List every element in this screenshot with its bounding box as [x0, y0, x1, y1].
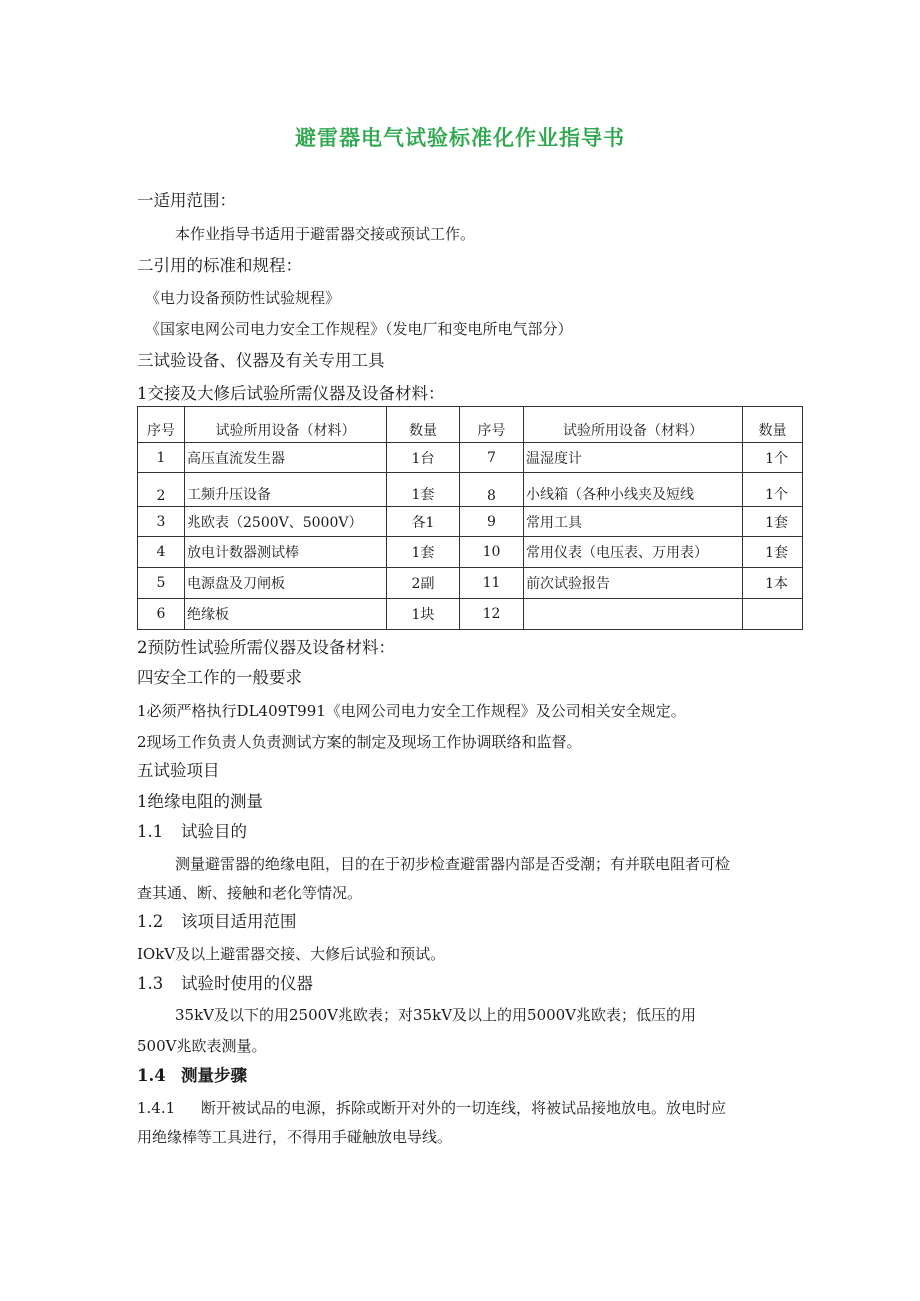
- section-2-heading: 二引用的标准和规程：: [137, 256, 302, 275]
- safety-item-2: 2现场工作负责人负责测试方案的制定及现场工作协调联络和监督。: [137, 733, 582, 751]
- cell-equipment: 高压直流发生器: [185, 443, 387, 473]
- cell-equipment: 常用工具: [524, 507, 743, 537]
- section-1-body: 本作业指导书适用于避雷器交接或预试工作。: [175, 225, 476, 243]
- cell-quantity: 2副: [387, 568, 460, 599]
- section-3-heading: 三试验设备、仪器及有关专用工具: [137, 351, 385, 370]
- cell-equipment: 绝缘板: [185, 599, 387, 630]
- cell-equipment: [524, 599, 743, 630]
- header-index-left: 序号: [138, 407, 185, 443]
- cell-index: 7: [460, 443, 524, 473]
- instrument-line-2: 500V兆欧表测量。: [137, 1037, 267, 1055]
- subsection-title: 试验时使用的仪器: [181, 974, 313, 993]
- section-5-heading: 五试验项目: [137, 761, 220, 780]
- safety-item-1: 1必须严格执行DL409T991《电网公司电力安全工作规程》及公司相关安全规定。: [137, 702, 686, 720]
- cell-index: 12: [460, 599, 524, 630]
- table-row: [138, 568, 803, 599]
- cell-index: 8: [460, 473, 524, 507]
- cell-quantity: 1个: [743, 473, 803, 507]
- cell-equipment: 工频升压设备: [185, 473, 387, 507]
- cell-quantity: 1套: [743, 537, 803, 568]
- subsection-title: 测量步骤: [181, 1066, 247, 1085]
- table-row: [138, 507, 803, 537]
- table-row: [138, 599, 803, 630]
- step-1-4-1-line-2: 用绝缘棒等工具进行，不得用手碰触放电导线。: [137, 1128, 453, 1146]
- section-4-heading: 四安全工作的一般要求: [137, 668, 302, 687]
- subsection-title: 该项目适用范围: [181, 912, 297, 931]
- section-3-sub-1: 1交接及大修后试验所需仪器及设备材料：: [137, 384, 445, 403]
- subsection-number: 1.1: [137, 822, 164, 841]
- cell-index: 4: [138, 537, 185, 568]
- reference-2: 《国家电网公司电力安全工作规程》（发电厂和变电所电气部分）: [145, 320, 573, 338]
- cell-quantity: 1套: [743, 507, 803, 537]
- table-row: [138, 537, 803, 568]
- scope-body: IOkV及以上避雷器交接、大修后试验和预试。: [137, 945, 446, 963]
- cell-quantity: 1本: [743, 568, 803, 599]
- cell-quantity: 1套: [387, 473, 460, 507]
- cell-equipment: 常用仪表（电压表、万用表）: [524, 537, 743, 568]
- cell-quantity: 1台: [387, 443, 460, 473]
- step-1-4-1-line-1: [137, 1098, 726, 1118]
- header-quantity-left: 数量: [387, 407, 460, 443]
- subsection-1-2: [137, 912, 297, 932]
- subsection-1-3: [137, 974, 313, 994]
- test-item-1-heading: 1绝缘电阻的测量: [137, 792, 263, 811]
- cell-index: 2: [138, 473, 185, 507]
- purpose-line-2: 查其通、断、接触和老化等情况。: [137, 884, 363, 902]
- subsection-number: 1.3: [137, 974, 164, 993]
- cell-index: 10: [460, 537, 524, 568]
- cell-equipment: 放电计数器测试棒: [185, 537, 387, 568]
- cell-index: 11: [460, 568, 524, 599]
- step-text: 断开被试品的电源，拆除或断开对外的一切连线，将被试品接地放电。放电时应: [201, 1099, 727, 1117]
- section-1-heading: 一适用范围：: [137, 191, 236, 210]
- cell-quantity: 1块: [387, 599, 460, 630]
- equipment-table: [137, 406, 803, 630]
- header-equipment-left: 试验所用设备（材料）: [185, 407, 387, 443]
- section-3-sub-2: 2预防性试验所需仪器及设备材料：: [137, 638, 395, 657]
- cell-quantity: 1个: [743, 443, 803, 473]
- cell-quantity: [743, 599, 803, 630]
- header-index-right: 序号: [460, 407, 524, 443]
- cell-equipment: 兆欧表（2500V、5000V）: [185, 507, 387, 537]
- cell-index: 9: [460, 507, 524, 537]
- document-title: 避雷器电气试验标准化作业指导书: [295, 126, 625, 150]
- cell-equipment: 小线箱（各种小线夹及短线: [524, 473, 743, 507]
- reference-1: 《电力设备预防性试验规程》: [145, 289, 341, 307]
- cell-quantity: 1套: [387, 537, 460, 568]
- cell-equipment: 温湿度计: [524, 443, 743, 473]
- cell-index: 5: [138, 568, 185, 599]
- table-row: [138, 473, 803, 507]
- header-quantity-right: 数量: [743, 407, 803, 443]
- cell-index: 1: [138, 443, 185, 473]
- subsection-1-1: [137, 822, 247, 842]
- subsection-number: 1.4: [137, 1066, 166, 1085]
- cell-equipment: 电源盘及刀闸板: [185, 568, 387, 599]
- step-number: 1.4.1: [137, 1099, 176, 1117]
- subsection-number: 1.2: [137, 912, 164, 931]
- purpose-line-1: 测量避雷器的绝缘电阻，目的在于初步检查避雷器内部是否受潮；有并联电阻者可检: [175, 855, 731, 873]
- instrument-line-1: 35kV及以下的用2500V兆欧表；对35kV及以上的用5000V兆欧表；低压的用: [175, 1006, 697, 1024]
- header-equipment-right: 试验所用设备（材料）: [524, 407, 743, 443]
- cell-equipment: 前次试验报告: [524, 568, 743, 599]
- cell-index: 3: [138, 507, 185, 537]
- cell-quantity: 各1: [387, 507, 460, 537]
- subsection-title: 试验目的: [181, 822, 247, 841]
- table-header-row: [138, 407, 803, 443]
- subsection-1-4: [137, 1066, 247, 1086]
- cell-index: 6: [138, 599, 185, 630]
- table-row: [138, 443, 803, 473]
